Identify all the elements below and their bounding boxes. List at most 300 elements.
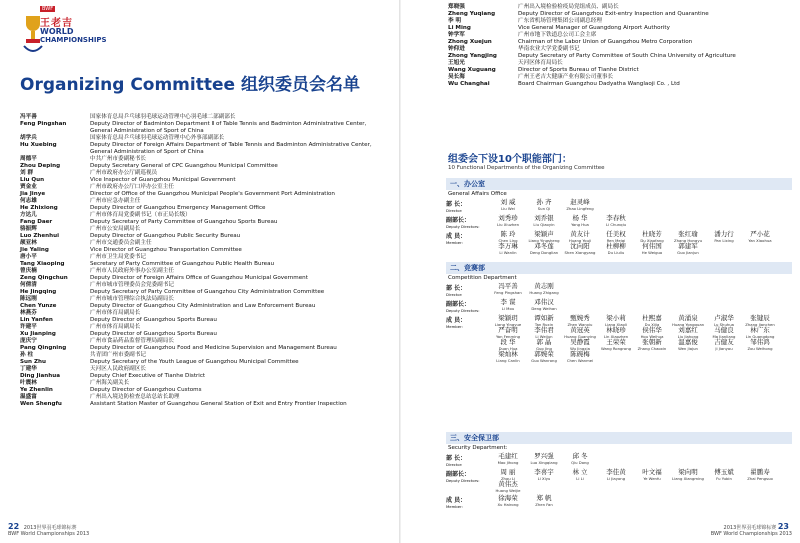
person: [490, 283, 526, 297]
person-name-cn: 李万琳: [498, 242, 518, 250]
member-role-cn: 广州市食品药品监督管理局副局长: [90, 338, 174, 344]
member-role-en: Assistant Station Master of Guangzhou General Station of Exit and Entry Frontier Inspection: [90, 401, 347, 407]
person-name-pinyin: Liu Wei: [501, 205, 515, 211]
member-role-cn: 广州市政府办公厅副巡视员: [90, 170, 158, 176]
person-name-cn: 陈 玲: [500, 230, 516, 238]
person-name-pinyin: Ji Jianyou: [715, 345, 733, 351]
person: [706, 339, 742, 351]
person-name-cn: 任美权: [606, 230, 626, 238]
person-name-cn: 卢淑华: [714, 314, 734, 322]
member-row-en: [448, 81, 793, 88]
member-row: [448, 46, 793, 53]
member-row: [20, 268, 390, 275]
role-people: [490, 469, 792, 493]
role-label-cn: 部 长：: [446, 455, 467, 462]
member-name-cn: 方达儿: [20, 212, 37, 218]
person-name-pinyin: Huang Zhigang: [529, 289, 559, 295]
member-name-en: Wang Xuguang: [448, 67, 496, 73]
person-name-cn: 刘乔银: [534, 214, 554, 222]
person-name-pinyin: Yang Hua: [571, 221, 589, 227]
member-row-en: [20, 359, 390, 366]
member-row-en: [448, 39, 793, 46]
role-label-cn: 成 员：: [446, 317, 467, 324]
person-name-cn: 傅玉斌: [714, 468, 734, 476]
member-name-en: Chen Yunze: [20, 303, 57, 309]
member-role-en: Deputy Secretary of Party Committee of South China University of Agriculture: [518, 53, 736, 59]
role-label-cn: 成 员：: [446, 233, 467, 240]
person: [490, 495, 526, 509]
person: [598, 339, 634, 351]
person-name-cn: 张朝新: [642, 338, 662, 346]
member-name-cn: 李 明: [448, 18, 462, 24]
role-label: [446, 469, 490, 493]
member-role-en: Deputy Director of Guangzhou Customs: [90, 387, 202, 393]
member-role-en: Deputy Secretary of Party Committee of Guangzhou Sports Bureau: [90, 219, 278, 225]
role-label-cn: 副部长：: [446, 301, 471, 308]
member-name-cn: 贾金业: [20, 184, 37, 190]
person-name-pinyin: Liu Xiuzhen: [497, 221, 519, 227]
member-name-en: Zhong Yangjing: [448, 53, 497, 59]
member-role-cn: 广州市交通委员会副主任: [90, 240, 152, 246]
logo-bwf: BWF: [42, 6, 54, 12]
role-people: [490, 495, 792, 509]
role-row: [446, 315, 792, 363]
role-people: [490, 299, 792, 313]
member-name-cn: 陈远刚: [20, 296, 37, 302]
person-name-pinyin: Deng Donglian: [529, 249, 559, 255]
member-role-cn: 国家体育总局乒乓球羽毛球运动管理中心外事部副部长: [90, 135, 225, 141]
member-role-en: Deputy Director of Guangzhou Public Security Bureau: [90, 233, 241, 239]
person-name-pinyin: Liang Yingsheng: [528, 237, 560, 243]
person: [526, 199, 562, 213]
person-name-pinyin: Deng Weihan: [531, 305, 557, 311]
department-title-en: Security Department:: [448, 445, 508, 451]
role-row: [446, 453, 792, 467]
right-page: [400, 0, 800, 543]
member-role-en: Deputy Secretary of Party Committee of Guangzhou City Administration Committee: [90, 289, 325, 295]
member-name-en: Liu Qun: [20, 177, 45, 183]
member-row: [448, 74, 793, 81]
role-label: [446, 495, 490, 509]
person-name-cn: 梁灿林: [498, 350, 518, 358]
person-name-cn: 李佳黄: [606, 468, 626, 476]
person: [562, 215, 598, 229]
person-name-pinyin: Hou Weihua: [640, 333, 664, 339]
role-label-en: Member:: [446, 240, 463, 245]
member-role-cn: 天河区体育局局长: [518, 60, 563, 66]
member-name-cn: 周德平: [20, 156, 37, 162]
person-name-cn: 林广东: [750, 326, 770, 334]
role-label: [446, 283, 490, 297]
person-name-cn: 谭如新: [534, 314, 554, 322]
member-row: [20, 366, 390, 373]
page-number: 22: [8, 522, 20, 531]
role-row: [446, 283, 792, 297]
member-role-cn: 广州市城市管理委员会党委副书记: [90, 282, 174, 288]
person: [562, 453, 598, 467]
member-row: [20, 114, 390, 121]
person-name-pinyin: Tan Ruxin: [534, 321, 554, 327]
member-role-en: Deputy Director of Guangzhou Sports Bureau: [90, 331, 217, 337]
person-name-cn: 侯伟华: [642, 326, 662, 334]
member-role-cn: 天河区人民政府副区长: [90, 366, 146, 372]
member-role-en: Deputy Secretary of the Youth League of Guangzhou Municipal Committee: [90, 359, 299, 365]
person-name-cn: 马健良: [714, 326, 734, 334]
person-name-cn: 吴静霞: [570, 338, 590, 346]
person: [490, 243, 526, 255]
person-name-cn: 黄志刚: [534, 282, 554, 290]
person-name-pinyin: Ren Meiqi: [606, 237, 626, 243]
person: [634, 243, 670, 255]
member-row: [448, 60, 793, 67]
person-name-pinyin: Luo Xingqiang: [530, 459, 558, 465]
department-section: [446, 178, 792, 255]
person: [562, 469, 598, 481]
person-name-cn: 徐海荣: [498, 494, 518, 502]
person-name-pinyin: Zhen Wanxiu: [567, 321, 593, 327]
role-row: [446, 199, 792, 213]
member-role-cn: 中共广州市委副秘书长: [90, 156, 146, 162]
member-row: [20, 212, 390, 219]
person-name-cn: 严奋明: [498, 326, 518, 334]
footer-left: [8, 522, 89, 537]
person: [526, 215, 562, 229]
person-name-cn: 林晓珍: [606, 326, 626, 334]
person-name-pinyin: Zhang Jianchen: [745, 321, 775, 327]
committee-member-list: [20, 114, 390, 408]
person: [670, 469, 706, 481]
person: [634, 469, 670, 481]
person-name-cn: 孙 齐: [536, 198, 552, 206]
member-role-en: Director of Sports Bureau of Tianhe District: [518, 67, 639, 73]
person-name-cn: 李 谋: [500, 298, 516, 306]
person-name-cn: 甄婉秀: [570, 314, 590, 322]
role-label-en: Director:: [446, 292, 463, 297]
footer-cn: 2013世界羽毛球锦标赛: [23, 525, 77, 531]
person: [706, 469, 742, 481]
person: [526, 283, 562, 297]
role-row: [446, 495, 792, 509]
person-name-pinyin: Fu Yubin: [716, 475, 732, 481]
member-row-en: [20, 317, 390, 324]
person-name-pinyin: Wu Jingxia: [570, 345, 590, 351]
member-row: [448, 18, 793, 25]
member-name-cn: 温盛富: [20, 394, 37, 400]
department-title: 二、竞赛部: [446, 262, 792, 274]
role-label: [446, 231, 490, 255]
person-name-cn: 黄友计: [570, 230, 590, 238]
person-name-pinyin: Guo Jing: [536, 345, 552, 351]
person-name-pinyin: Duan Hua: [498, 345, 518, 351]
departments-heading-en: 10 Functional Departments of the Organizing Committee: [448, 165, 605, 171]
member-name-cn: 唐小平: [20, 254, 37, 260]
person-name-cn: 李伟君: [534, 326, 554, 334]
person-name-pinyin: Li Mou: [501, 305, 515, 311]
member-row-en: [20, 191, 390, 198]
person-name-cn: 梁小莉: [606, 314, 626, 322]
member-row: [448, 32, 793, 39]
role-row: [446, 215, 792, 229]
member-role-cn: 广州市体育局副局长: [90, 324, 141, 330]
person-name-cn: 黄伟杰: [498, 480, 518, 488]
member-name-en: Wu Changhai: [448, 81, 490, 87]
person-name-pinyin: Huang Weijie: [495, 487, 521, 493]
person-name-pinyin: Feng Pingshan: [494, 289, 522, 295]
person-name-pinyin: Chen Ling: [498, 237, 518, 243]
person-name-cn: 刘 威: [500, 198, 516, 206]
member-role-en: Deputy Director of Guangzhou Exit-entry Inspection and Quarantine: [518, 11, 709, 17]
member-name-en: Fang Daer: [20, 219, 53, 225]
role-people: [490, 215, 792, 229]
member-name-cn: 冯平善: [20, 114, 37, 120]
member-row-en: [20, 177, 390, 184]
member-name-en: Jia Jinye: [20, 191, 46, 197]
person-name-pinyin: Li Weijun: [535, 333, 553, 339]
person-name-pinyin: Zhen Fan: [535, 501, 553, 507]
role-label-en: Deputy Directors:: [446, 224, 480, 229]
member-role-cn: 广州市公安局副局长: [90, 226, 141, 232]
role-people: [490, 199, 792, 213]
person-name-pinyin: Lu Shuhua: [713, 321, 735, 327]
member-name-en: Zhong Xuejun: [448, 39, 492, 45]
member-name-en: He Zhixiong: [20, 205, 58, 211]
role-label-en: Deputy Directors:: [446, 308, 480, 313]
member-name-cn: 庞庆宁: [20, 338, 37, 344]
member-name-cn: 林燕芬: [20, 310, 37, 316]
member-row: [20, 380, 390, 387]
person-name-cn: 黄涌泉: [678, 314, 698, 322]
person-name-pinyin: Sun Qi: [537, 205, 551, 211]
person-name-pinyin: Lin Guangdong: [745, 333, 775, 339]
role-label: [446, 299, 490, 313]
person-name-pinyin: Du Xiaofang: [640, 237, 664, 243]
member-role-cn: 广州市政府办公厅口岸办公室主任: [90, 184, 174, 190]
person: [490, 215, 526, 229]
title-cn: 组织委员会名单: [241, 75, 361, 95]
member-name-cn: 孙 柱: [20, 352, 34, 358]
member-row: [20, 296, 390, 303]
role-label: [446, 199, 490, 213]
person-name-cn: 刘嘉红: [678, 326, 698, 334]
member-row-en: [20, 121, 390, 135]
member-row-en: [20, 142, 390, 156]
person-name-pinyin: Liang Xiaoli: [605, 321, 627, 327]
role-label-cn: 副部长：: [446, 217, 471, 224]
member-role-cn: 广州市人民政府外事办公室副主任: [90, 268, 174, 274]
member-name-cn: 王旭光: [448, 60, 465, 66]
person-name-pinyin: Huang Guanying: [564, 333, 596, 339]
person-name-cn: 梁向明: [678, 468, 698, 476]
member-row-en: [20, 219, 390, 226]
person-name-cn: 潘力行: [714, 230, 734, 238]
person-name-cn: 张红瑜: [678, 230, 698, 238]
person-name-pinyin: Zou Weihong: [747, 345, 773, 351]
person-name-cn: 郭婉荣: [534, 350, 554, 358]
member-name-en: Tang Xiaoping: [20, 261, 65, 267]
member-row-en: [448, 25, 793, 32]
member-role-en: Deputy Director of Foreign Affairs Office of Guangzhou Municipal Government: [90, 275, 308, 281]
member-row: [20, 282, 390, 289]
person-name-cn: 周 丽: [500, 468, 516, 476]
person-name-pinyin: Li Li: [576, 475, 584, 481]
person-name-cn: 郭建军: [678, 242, 698, 250]
member-name-cn: 钟仰进: [448, 46, 465, 52]
footer-right: [711, 522, 792, 537]
member-row: [20, 156, 390, 163]
person-name-pinyin: He Weiguo: [641, 249, 663, 255]
role-label-en: Member:: [446, 324, 463, 329]
member-name-en: Lin Yanfen: [20, 317, 53, 323]
member-row-en: [448, 53, 793, 60]
member-row-en: [20, 331, 390, 338]
person: [490, 481, 526, 493]
member-name-cn: 吴长海: [448, 74, 465, 80]
member-role-cn: 广州市体育局副局长: [90, 310, 141, 316]
member-role-en: Vice Director of Guangzhou Transportation Committee: [90, 247, 242, 253]
person-name-pinyin: Zhang Hongyu: [673, 237, 702, 243]
person-name-cn: 郑 帆: [536, 494, 552, 502]
person: [562, 199, 598, 213]
department-section: [446, 432, 792, 509]
department-section: [446, 262, 792, 363]
person-name-pinyin: Xu Hairong: [497, 501, 519, 507]
person-name-cn: 邹伟鸿: [750, 338, 770, 346]
member-role-en: Deputy Director of Foreign Affairs Department of Table Tennis and Badminton Administrative Center, General Administration of Sport of China: [90, 142, 372, 155]
role-row: [446, 231, 792, 255]
person-name-pinyin: Zhai Pengsuo: [747, 475, 773, 481]
person-name-cn: 杜柳柳: [606, 242, 626, 250]
person-name-pinyin: Zhang Chaoxin: [637, 345, 667, 351]
person-name-cn: 杜晓芳: [642, 230, 662, 238]
member-role-en: Deputy Director of Guangzhou Food and Medicine Supervision and Management Bureau: [90, 345, 337, 351]
member-row: [20, 170, 390, 177]
member-name-cn: 骆振辉: [20, 226, 37, 232]
member-row-en: [20, 373, 390, 380]
member-name-en: Zeng Qingchun: [20, 275, 68, 281]
person-name-pinyin: Liang Yingyue: [494, 321, 522, 327]
member-role-en: Director of Office of the Guangzhou Municipal People's Government Port Administration: [90, 191, 335, 197]
person: [742, 231, 778, 243]
person-name-pinyin: Liu Jiahong: [677, 333, 699, 339]
role-people: [490, 231, 792, 255]
person-name-pinyin: Guo Wanrong: [531, 357, 557, 363]
person-name-pinyin: Li Jiayong: [606, 475, 626, 481]
role-label-en: Member:: [446, 504, 463, 509]
member-row: [20, 198, 390, 205]
department-title-en: General Affairs Office: [448, 191, 507, 197]
person: [526, 495, 562, 509]
member-role-cn: 广州出入境边防检查总站总站长助理: [90, 394, 180, 400]
person: [490, 453, 526, 467]
member-name-en: Feng Pingshan: [20, 121, 67, 127]
department-title-en: Competition Department: [448, 275, 517, 281]
person-name-cn: 梁颖玥: [498, 314, 518, 322]
member-role-en: Board Chairman Guangzhou Dadyatha Wanglaoji Co. , Ltd: [518, 81, 680, 87]
person: [562, 351, 598, 363]
member-row: [20, 254, 390, 261]
member-row-en: [20, 261, 390, 268]
member-row: [20, 240, 390, 247]
person: [598, 215, 634, 229]
member-name-cn: 颉亚林: [20, 240, 37, 246]
member-row: [20, 226, 390, 233]
member-role-en: Secretary of Party Committee of Guangzhou Public Health Bureau: [90, 261, 275, 267]
person-name-cn: 叶文福: [642, 468, 662, 476]
member-row: [20, 352, 390, 359]
person-name-cn: 吉健友: [714, 338, 734, 346]
person: [526, 299, 562, 313]
member-row: [20, 184, 390, 191]
member-row-en: [20, 345, 390, 352]
member-row: [20, 310, 390, 317]
person: [562, 243, 598, 255]
person-name-pinyin: Liang Canlin: [496, 357, 520, 363]
person-name-cn: 毛建红: [498, 452, 518, 460]
person: [634, 339, 670, 351]
member-role-en: Deputy Director of Badminton Department Ⅱ of Table Tennis and Badminton Administrative Center, General Administration of Sport of China: [90, 121, 367, 134]
member-name-en: Wen Shengfu: [20, 401, 62, 407]
person-name-pinyin: Li Wanlin: [499, 249, 517, 255]
member-name-cn: 叶震林: [20, 380, 37, 386]
person-name-pinyin: Wang Rongrong: [600, 345, 632, 351]
person-name-cn: 温嘉俊: [678, 338, 698, 346]
person: [598, 243, 634, 255]
member-row: [20, 338, 390, 345]
member-role-cn: 广州市地下铁道总公司工会主席: [518, 32, 597, 38]
member-role-en: Deputy Secretary General of CPC Guangzhou Municipal Committee: [90, 163, 278, 169]
person: [526, 351, 562, 363]
member-role-cn: 国家体育总局乒乓球羽毛球运动管理中心羽毛球二部副部长: [90, 114, 236, 120]
person-name-cn: 沈向阳: [570, 242, 590, 250]
member-name-cn: 何志雄: [20, 198, 37, 204]
person: [490, 199, 526, 213]
person-name-cn: 杜熙嘉: [642, 314, 662, 322]
person-name-pinyin: Lin Xiaozhen: [603, 333, 629, 339]
member-role-cn: 广州出入境检验检疫局党组成员、副局长: [518, 4, 619, 10]
person: [742, 469, 778, 481]
footer-cn: 2013世界羽毛球锦标赛: [723, 525, 777, 531]
member-name-en: Luo Zhenhui: [20, 233, 60, 239]
person: [742, 339, 778, 351]
member-row-en: [20, 303, 390, 310]
member-name-cn: 丁建华: [20, 366, 37, 372]
person: [670, 339, 706, 351]
member-name-en: He Jingqing: [20, 289, 57, 295]
role-people: [490, 453, 792, 467]
role-row: [446, 469, 792, 493]
member-row-en: [20, 163, 390, 170]
person-name-pinyin: Yan Xiaohua: [748, 237, 772, 243]
member-role-cn: 广州王老吉大健康产业有限公司董事长: [518, 74, 614, 80]
member-name-cn: 胡学兵: [20, 135, 37, 141]
person: [706, 231, 742, 243]
member-row-en: [20, 387, 390, 394]
member-row-en: [20, 233, 390, 240]
member-role-cn: 华南农业大学党委副书记: [518, 46, 580, 52]
page-number: 23: [777, 522, 789, 531]
person-name-cn: 邓伟汉: [534, 298, 554, 306]
person-name-pinyin: Ye Wenfu: [643, 475, 661, 481]
person-name-cn: 邱 冬: [572, 452, 588, 460]
member-role-en: Deputy Chief Executive of Tianhe District: [90, 373, 206, 379]
role-label-cn: 副部长：: [446, 471, 471, 478]
person: [526, 243, 562, 255]
person-name-pinyin: Li Xiyu: [537, 475, 551, 481]
member-row-en: [448, 67, 793, 74]
member-role-en: Vice General Manager of Guangdong Airport Authority: [518, 25, 670, 31]
member-row-en: [20, 401, 390, 408]
member-role-cn: 广东省机场管理集团公司副总经理: [518, 18, 602, 24]
